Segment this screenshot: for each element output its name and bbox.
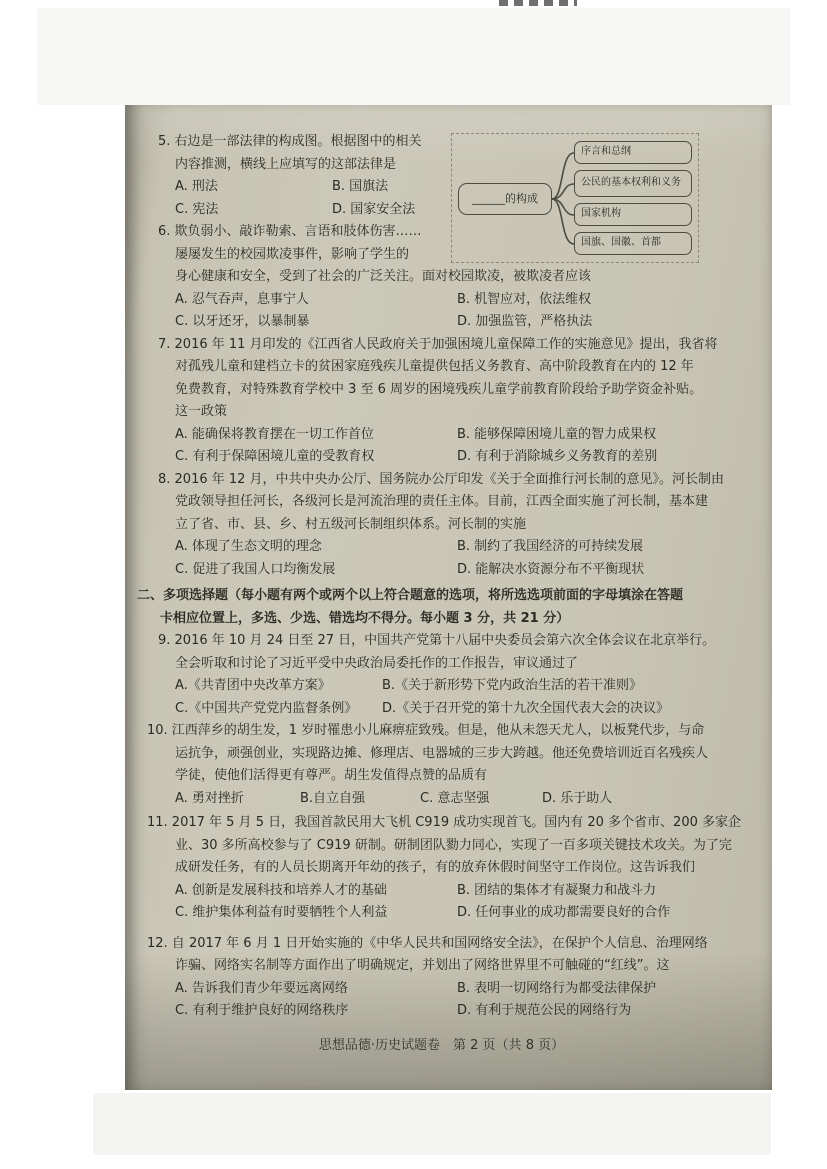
option-b: B. 团结的集体才有凝聚力和战斗力 — [457, 882, 657, 898]
option-c: C. 有利于保障困境儿童的受教育权 — [175, 449, 375, 464]
section-2-header-line-1: 二、多项选择题（每小题有两个或两个以上符合题意的选项，将所选选项前面的字母填涂在答题 — [137, 588, 684, 603]
top-white-band — [37, 8, 790, 105]
question-12-options-cd — [175, 1000, 758, 1023]
option-d: D. 乐于助人 — [542, 790, 613, 806]
question-6-line-1: 6. 欺负弱小、敲诈勒索、言语和肢体伤害…… — [158, 224, 422, 239]
diagram-branch-box: 国旗、国徽、首都 — [574, 232, 692, 255]
question-9-options-ab — [175, 675, 758, 698]
option-a: A. 告诉我们青少年要远离网络 — [175, 980, 348, 996]
question-9-line-2: 全会听取和讨论了习近平受中央政治局委托作的工作报告，审议通过了 — [175, 655, 579, 671]
law-structure-diagram — [451, 133, 699, 263]
question-9-options-cd — [175, 698, 758, 721]
question-11-options-cd — [175, 902, 758, 925]
option-a: A. 忍气吞声，息事宁人 — [175, 291, 309, 307]
option-d: D. 能解决水资源分布不平衡现状 — [457, 561, 645, 577]
question-12-line-2: 诈骗、网络实名制等方面作出了明确规定，并划出了网络世界里不可触碰的“红线”。这 — [175, 958, 670, 973]
option-d: D. 加强监管，严格执法 — [457, 314, 593, 329]
question-8-block — [125, 469, 758, 582]
exam-content — [125, 105, 772, 1057]
question-6-block — [125, 266, 758, 334]
option-d: D. 有利于规范公民的网络行为 — [457, 1003, 632, 1018]
bottom-gray-band — [93, 1093, 771, 1155]
question-6-line-3: 身心健康和安全，受到了社会的广泛关注。面对校园欺凌，被欺凌者应该 — [175, 269, 592, 284]
option-c: C. 以牙还牙，以暴制暴 — [175, 314, 310, 329]
section-2-header — [125, 585, 758, 630]
option-b: B. 制约了我国经济的可持续发展 — [457, 539, 644, 554]
question-7-line-4: 这一政策 — [175, 404, 228, 419]
question-8-options-cd — [175, 559, 758, 582]
question-8-line-3: 立了省、市、县、乡、村五级河长制组织体系。河长制的实施 — [175, 516, 527, 532]
option-b: B. 能够保障困境儿童的智力成果权 — [457, 426, 657, 442]
option-d: D. 任何事业的成功都需要良好的合作 — [457, 905, 671, 920]
option-a: A. 能确保将教育摆在一切工作首位 — [175, 426, 374, 442]
question-6-line-2: 屡屡发生的校园欺凌事件，影响了学生的 — [175, 246, 410, 262]
question-6-options-ab — [175, 289, 758, 312]
question-10-line-2: 运抗争，顽强创业，实现路边摊、修理店、电器城的三步大跨越。他还免费培训近百名残疾人 — [175, 745, 709, 761]
diagram-branch-box: 国家机构 — [574, 203, 692, 226]
question-7-line-2: 对孤残儿童和建档立卡的贫困家庭残疾儿童提供包括义务教育、高中阶段教育在内的 12 年 — [175, 359, 694, 374]
question-10-options — [175, 788, 758, 811]
option-c: C. 意志坚强 — [420, 790, 490, 806]
question-11-block — [125, 812, 758, 925]
question-6-options-cd — [175, 311, 758, 334]
section-2-header-line-2: 卡相应位置上，多选、少选、错选均不得分。每小题 3 分，共 21 分） — [160, 610, 570, 626]
option-b: B. 机智应对，依法维权 — [457, 291, 592, 307]
question-7-options-cd — [175, 446, 758, 469]
option-a: A. 勇对挫折 — [175, 790, 244, 806]
question-12-options-ab — [175, 978, 758, 1001]
question-5-line-2: 内容推测，横线上应填写的这部法律是 — [175, 156, 397, 172]
option-a: A.《共青团中央改革方案》 — [175, 678, 331, 693]
question-5-line-1: 5. 右边是一部法律的构成图。根据图中的相关 — [158, 134, 422, 149]
diagram-branch-box: 公民的基本权利和义务 — [574, 170, 692, 197]
question-11-line-1: 11. 2017 年 5 月 5 日，我国首款民用大飞机 C919 成功实现首飞。国内有 20 多个省市、200 多家企 — [147, 815, 742, 830]
option-c: C.《中国共产党党内监督条例》 — [175, 700, 358, 716]
question-8-line-2: 党政领导担任河长，各级河长是河流治理的责任主体。目前，江西全面实施了河长制，基本建 — [175, 494, 709, 509]
question-8-options-ab — [175, 536, 758, 559]
question-7-options-ab — [175, 424, 758, 447]
question-10-block — [125, 720, 758, 810]
cropped-header-text — [499, 0, 577, 6]
option-c: C. 促进了我国人口均衡发展 — [175, 561, 336, 577]
question-12-line-1: 12. 自 2017 年 6 月 1 日开始实施的《中华人民共和国网络安全法》，在保护个人信息、治理网络 — [147, 935, 708, 951]
option-c: C. 维护集体利益有时要牺牲个人利益 — [175, 905, 388, 920]
question-11-line-2: 业、30 多所高校参与了 C919 研制。研制团队勠力同心，实现了一百多项关键技术攻关。为了完 — [175, 837, 732, 853]
page-footer: 思想品德·历史试题卷 第 2 页（共 8 页） — [318, 1037, 565, 1053]
question-7-block — [125, 334, 758, 469]
option-c: C. 宪法 — [175, 201, 219, 217]
question-9-line-1: 9. 2016 年 10 月 24 日至 27 日，中国共产党第十八届中央委员会第六次全体会议在北京举行。 — [158, 633, 716, 648]
question-9-block — [125, 630, 758, 720]
option-d: D. 国家安全法 — [332, 201, 416, 217]
option-b: B.自立自强 — [300, 790, 366, 806]
option-d: D.《关于召开党的第十九次全国代表大会的决议》 — [382, 700, 670, 716]
question-11-line-3: 成研发任务，有的人员长期离开年幼的孩子，有的放弃休假时间坚守工作岗位。这告诉我们 — [175, 860, 696, 875]
option-a: A. 刑法 — [175, 179, 218, 194]
option-d: D. 有利于消除城乡义务教育的差别 — [457, 449, 658, 464]
diagram-root-label: ______的构成 — [472, 191, 538, 205]
question-5-6-block — [125, 131, 758, 266]
option-b: B. 国旗法 — [332, 179, 389, 194]
option-b: B.《关于新形势下党内政治生活的若干准则》 — [382, 678, 643, 693]
question-10-line-3: 学徒，使他们活得更有尊严。胡生发值得点赞的品质有 — [175, 768, 488, 783]
question-7-line-3: 免费教育，对特殊教育学校中 3 至 6 周岁的困境残疾儿童学前教育阶段给予助学资金补贴。 — [175, 381, 703, 397]
question-8-line-1: 8. 2016 年 12 月，中共中央办公厅、国务院办公厅印发《关于全面推行河长制的意见》。河长制由 — [158, 471, 725, 487]
option-b: B. 表明一切网络行为都受法律保护 — [457, 980, 657, 996]
option-c: C. 有利于维护良好的网络秩序 — [175, 1003, 349, 1018]
option-a: A. 创新是发展科技和培养人才的基础 — [175, 882, 387, 898]
question-7-line-1: 7. 2016 年 11 月印发的《江西省人民政府关于加强困境儿童保障工作的实施意见》提出，我省将 — [158, 336, 718, 352]
question-11-options-ab — [175, 880, 758, 903]
option-a: A. 体现了生态文明的理念 — [175, 539, 322, 554]
question-10-line-1: 10. 江西萍乡的胡生发，1 岁时罹患小儿麻痹症致残。但是，他从未怨天尤人，以板凳代步，与命 — [147, 723, 705, 738]
diagram-root-box — [458, 183, 552, 215]
diagram-branch-box: 序言和总纲 — [574, 141, 692, 164]
scanned-exam-page — [125, 105, 772, 1090]
question-12-block — [125, 933, 758, 1023]
